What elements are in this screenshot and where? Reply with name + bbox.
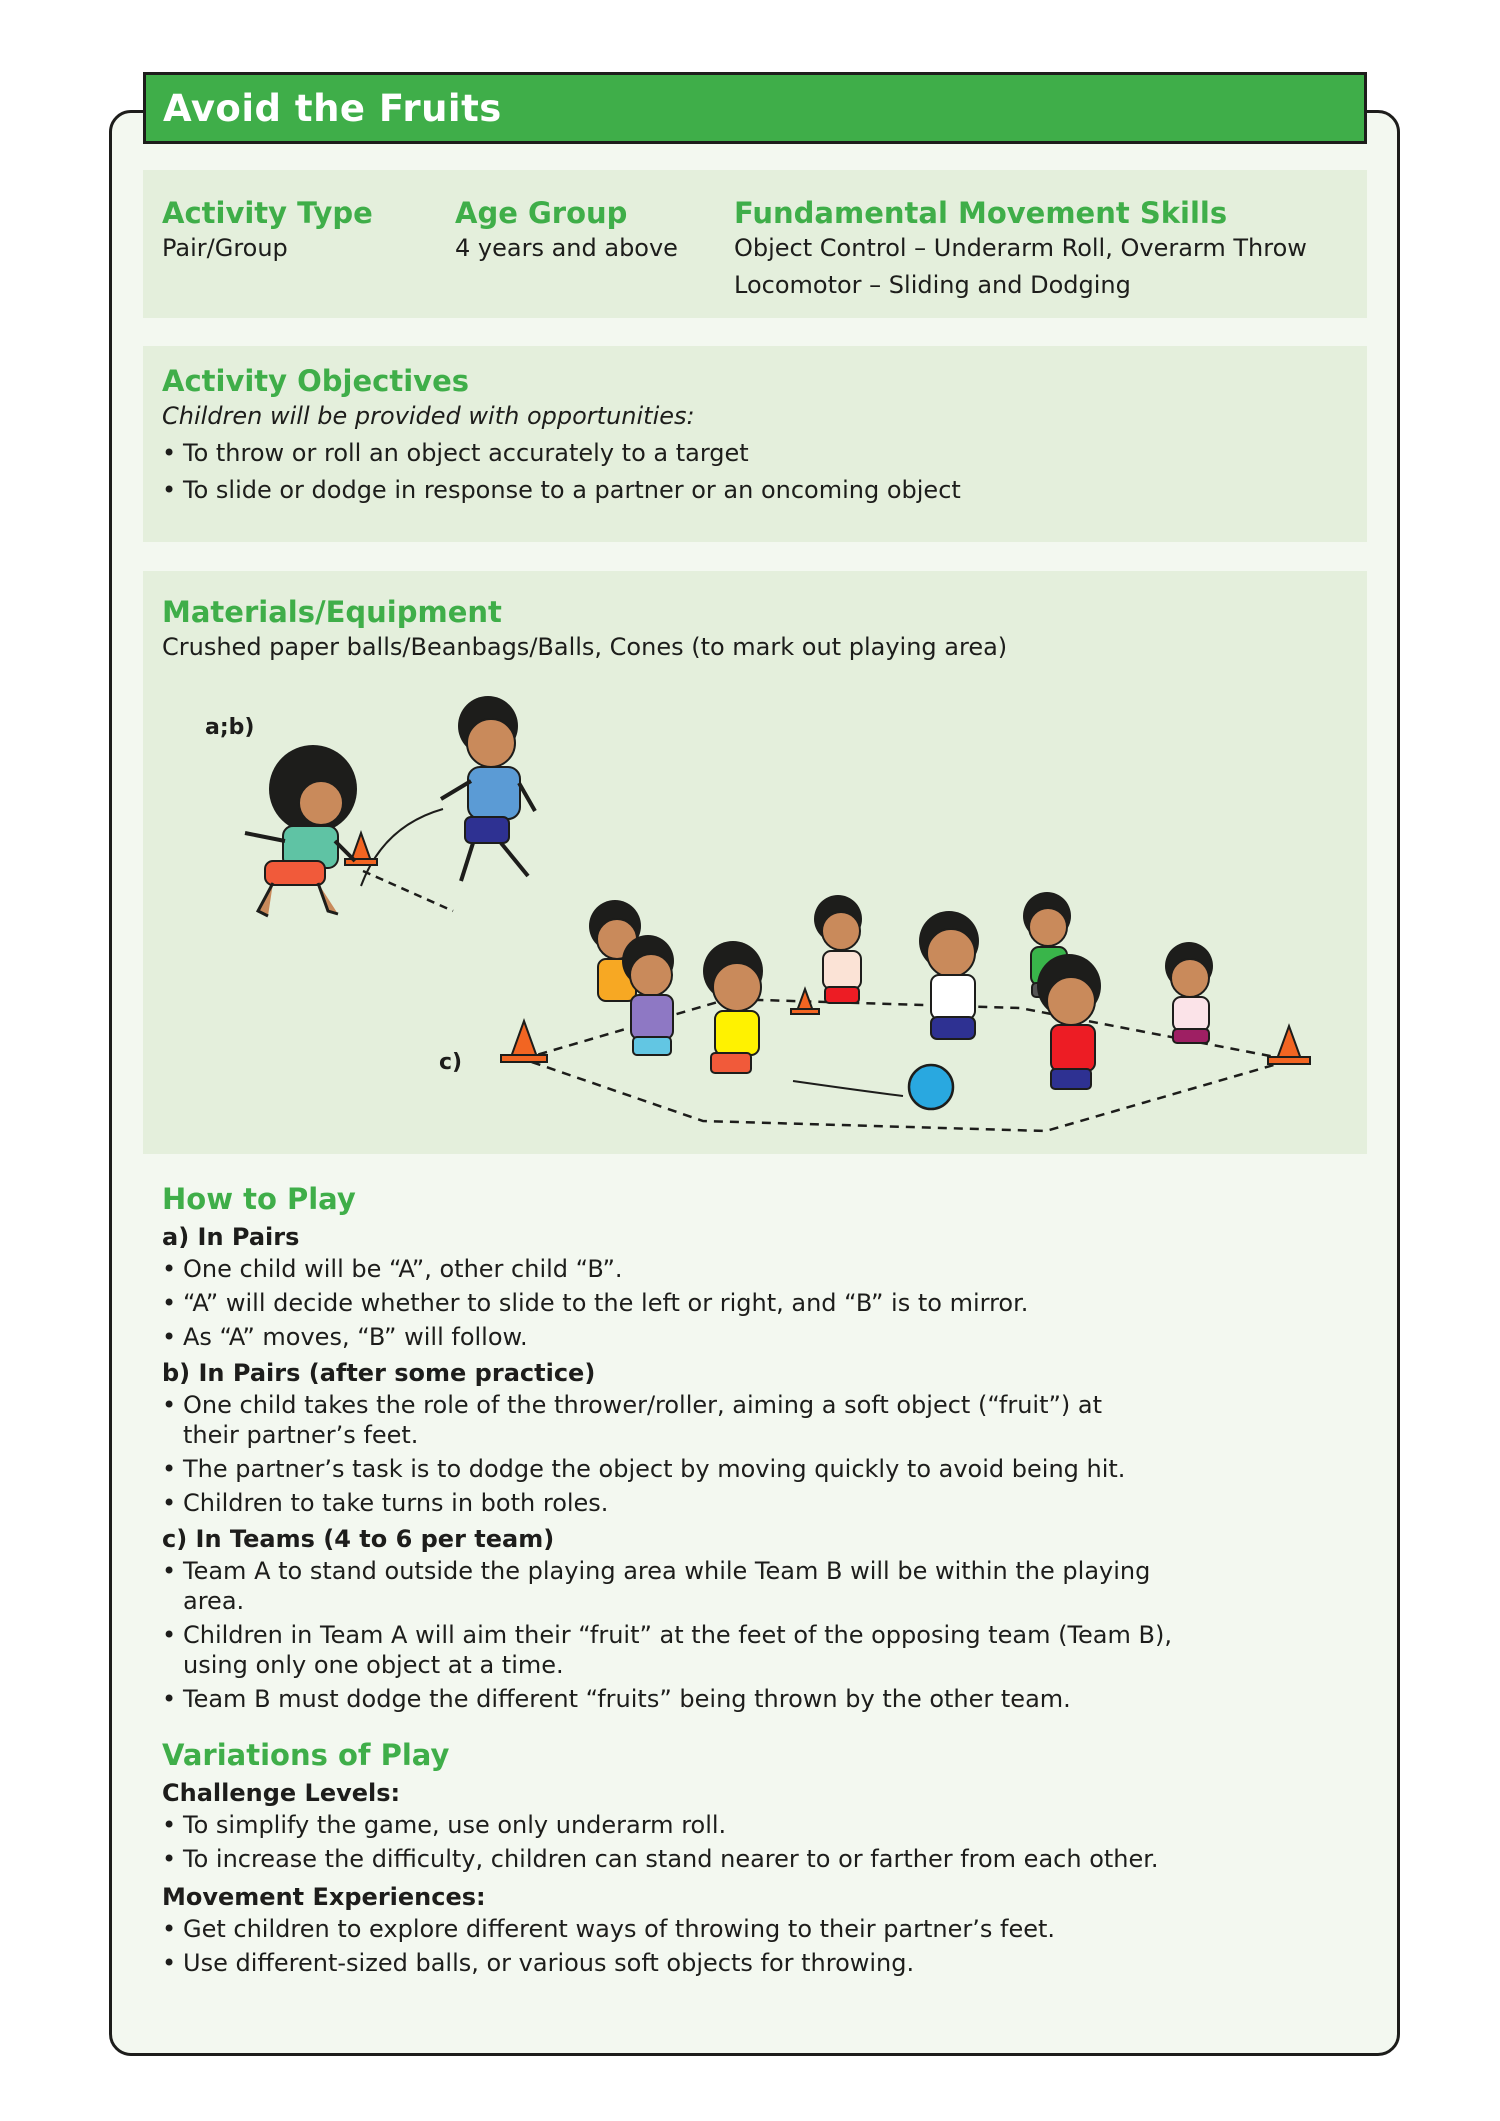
how-to-play-subheading: a) In Pairs [162, 1223, 300, 1251]
materials-panel [143, 571, 1367, 1154]
variations-subheading: Movement Experiences: [162, 1883, 486, 1911]
age-group-label: Age Group [455, 196, 628, 230]
variations-subheading: Challenge Levels: [162, 1779, 401, 1807]
fms-line: Object Control – Underarm Roll, Overarm Throw [734, 234, 1307, 262]
age-group-value: 4 years and above [455, 234, 678, 262]
list-item: • Get children to explore different ways of throwing to their partner’s feet. [162, 1914, 1282, 1944]
activity-illustration [143, 571, 1367, 1154]
materials-description: Crushed paper balls/Beanbags/Balls, Cones (to mark out playing area) [162, 633, 1008, 661]
list-item: • To slide or dodge in response to a partner or an oncoming object [162, 472, 1367, 509]
how-to-play-subheading: c) In Teams (4 to 6 per team) [162, 1525, 555, 1553]
objectives-intro: Children will be provided with opportunities: [162, 402, 695, 430]
ball-icon [909, 1065, 953, 1109]
fms-line: Locomotor – Sliding and Dodging [734, 271, 1131, 299]
child-team-icon [1165, 942, 1213, 1043]
objectives-panel [143, 346, 1367, 542]
list-item: • Children to take turns in both roles. [162, 1488, 1162, 1518]
how-to-play-section [162, 1182, 1282, 1718]
page-title: Avoid the Fruits [163, 86, 502, 130]
child-team-icon [919, 911, 979, 1039]
label-c: c) [439, 1050, 463, 1075]
list-item: • As “A” moves, “B” will follow. [162, 1322, 1282, 1352]
variations-list [162, 1810, 1282, 1874]
info-panel [143, 170, 1367, 318]
list-item: • Team A to stand outside the playing area while Team B will be within the playing area. [162, 1556, 1202, 1616]
how-to-play-list [162, 1254, 1282, 1352]
list-item: • To simplify the game, use only underarm roll. [162, 1810, 1282, 1840]
activity-type-value: Pair/Group [162, 234, 288, 262]
child-throwing-icon [441, 696, 535, 881]
variations-section [162, 1738, 1282, 1982]
how-to-play-subheading: b) In Pairs (after some practice) [162, 1359, 596, 1387]
list-item: • Children in Team A will aim their “fruit” at the feet of the opposing team (Team B), using only one object at a time. [162, 1620, 1202, 1680]
title-bar [143, 72, 1367, 144]
list-item: • The partner’s task is to dodge the object by moving quickly to avoid being hit. [162, 1454, 1162, 1484]
variations-heading: Variations of Play [162, 1738, 450, 1772]
fms-label: Fundamental Movement Skills [734, 196, 1228, 230]
how-to-play-list [162, 1556, 1202, 1714]
how-to-play-list [162, 1390, 1162, 1518]
fundamental-movement-skills [734, 196, 1307, 304]
child-team-icon [814, 895, 862, 1003]
variations-list [162, 1914, 1282, 1978]
list-item: • To throw or roll an object accurately to a target [162, 435, 1367, 472]
list-item: • Use different-sized balls, or various soft objects for throwing. [162, 1948, 1282, 1978]
list-item: • Team B must dodge the different “fruits” being thrown by the other team. [162, 1684, 1202, 1714]
list-item: • One child takes the role of the thrower/roller, aiming a soft object (“fruit”) at their partner’s feet. [162, 1390, 1162, 1450]
objectives-heading: Activity Objectives [162, 364, 469, 398]
list-item: • One child will be “A”, other child “B”. [162, 1254, 1282, 1284]
cone-icon [501, 1021, 547, 1062]
activity-type-label: Activity Type [162, 196, 373, 230]
age-group [455, 196, 678, 267]
materials-heading: Materials/Equipment [162, 595, 502, 629]
label-ab: a;b) [205, 715, 255, 740]
child-crouching-icon [245, 745, 357, 916]
cone-icon [345, 833, 377, 865]
cone-icon [1268, 1026, 1310, 1064]
list-item: • To increase the difficulty, children can stand nearer to or farther from each other. [162, 1844, 1282, 1874]
objectives-list [162, 435, 1367, 509]
activity-type [162, 196, 373, 267]
list-item: • “A” will decide whether to slide to the left or right, and “B” is to mirror. [162, 1288, 1282, 1318]
child-team-icon [703, 941, 763, 1073]
how-to-play-heading: How to Play [162, 1182, 356, 1216]
